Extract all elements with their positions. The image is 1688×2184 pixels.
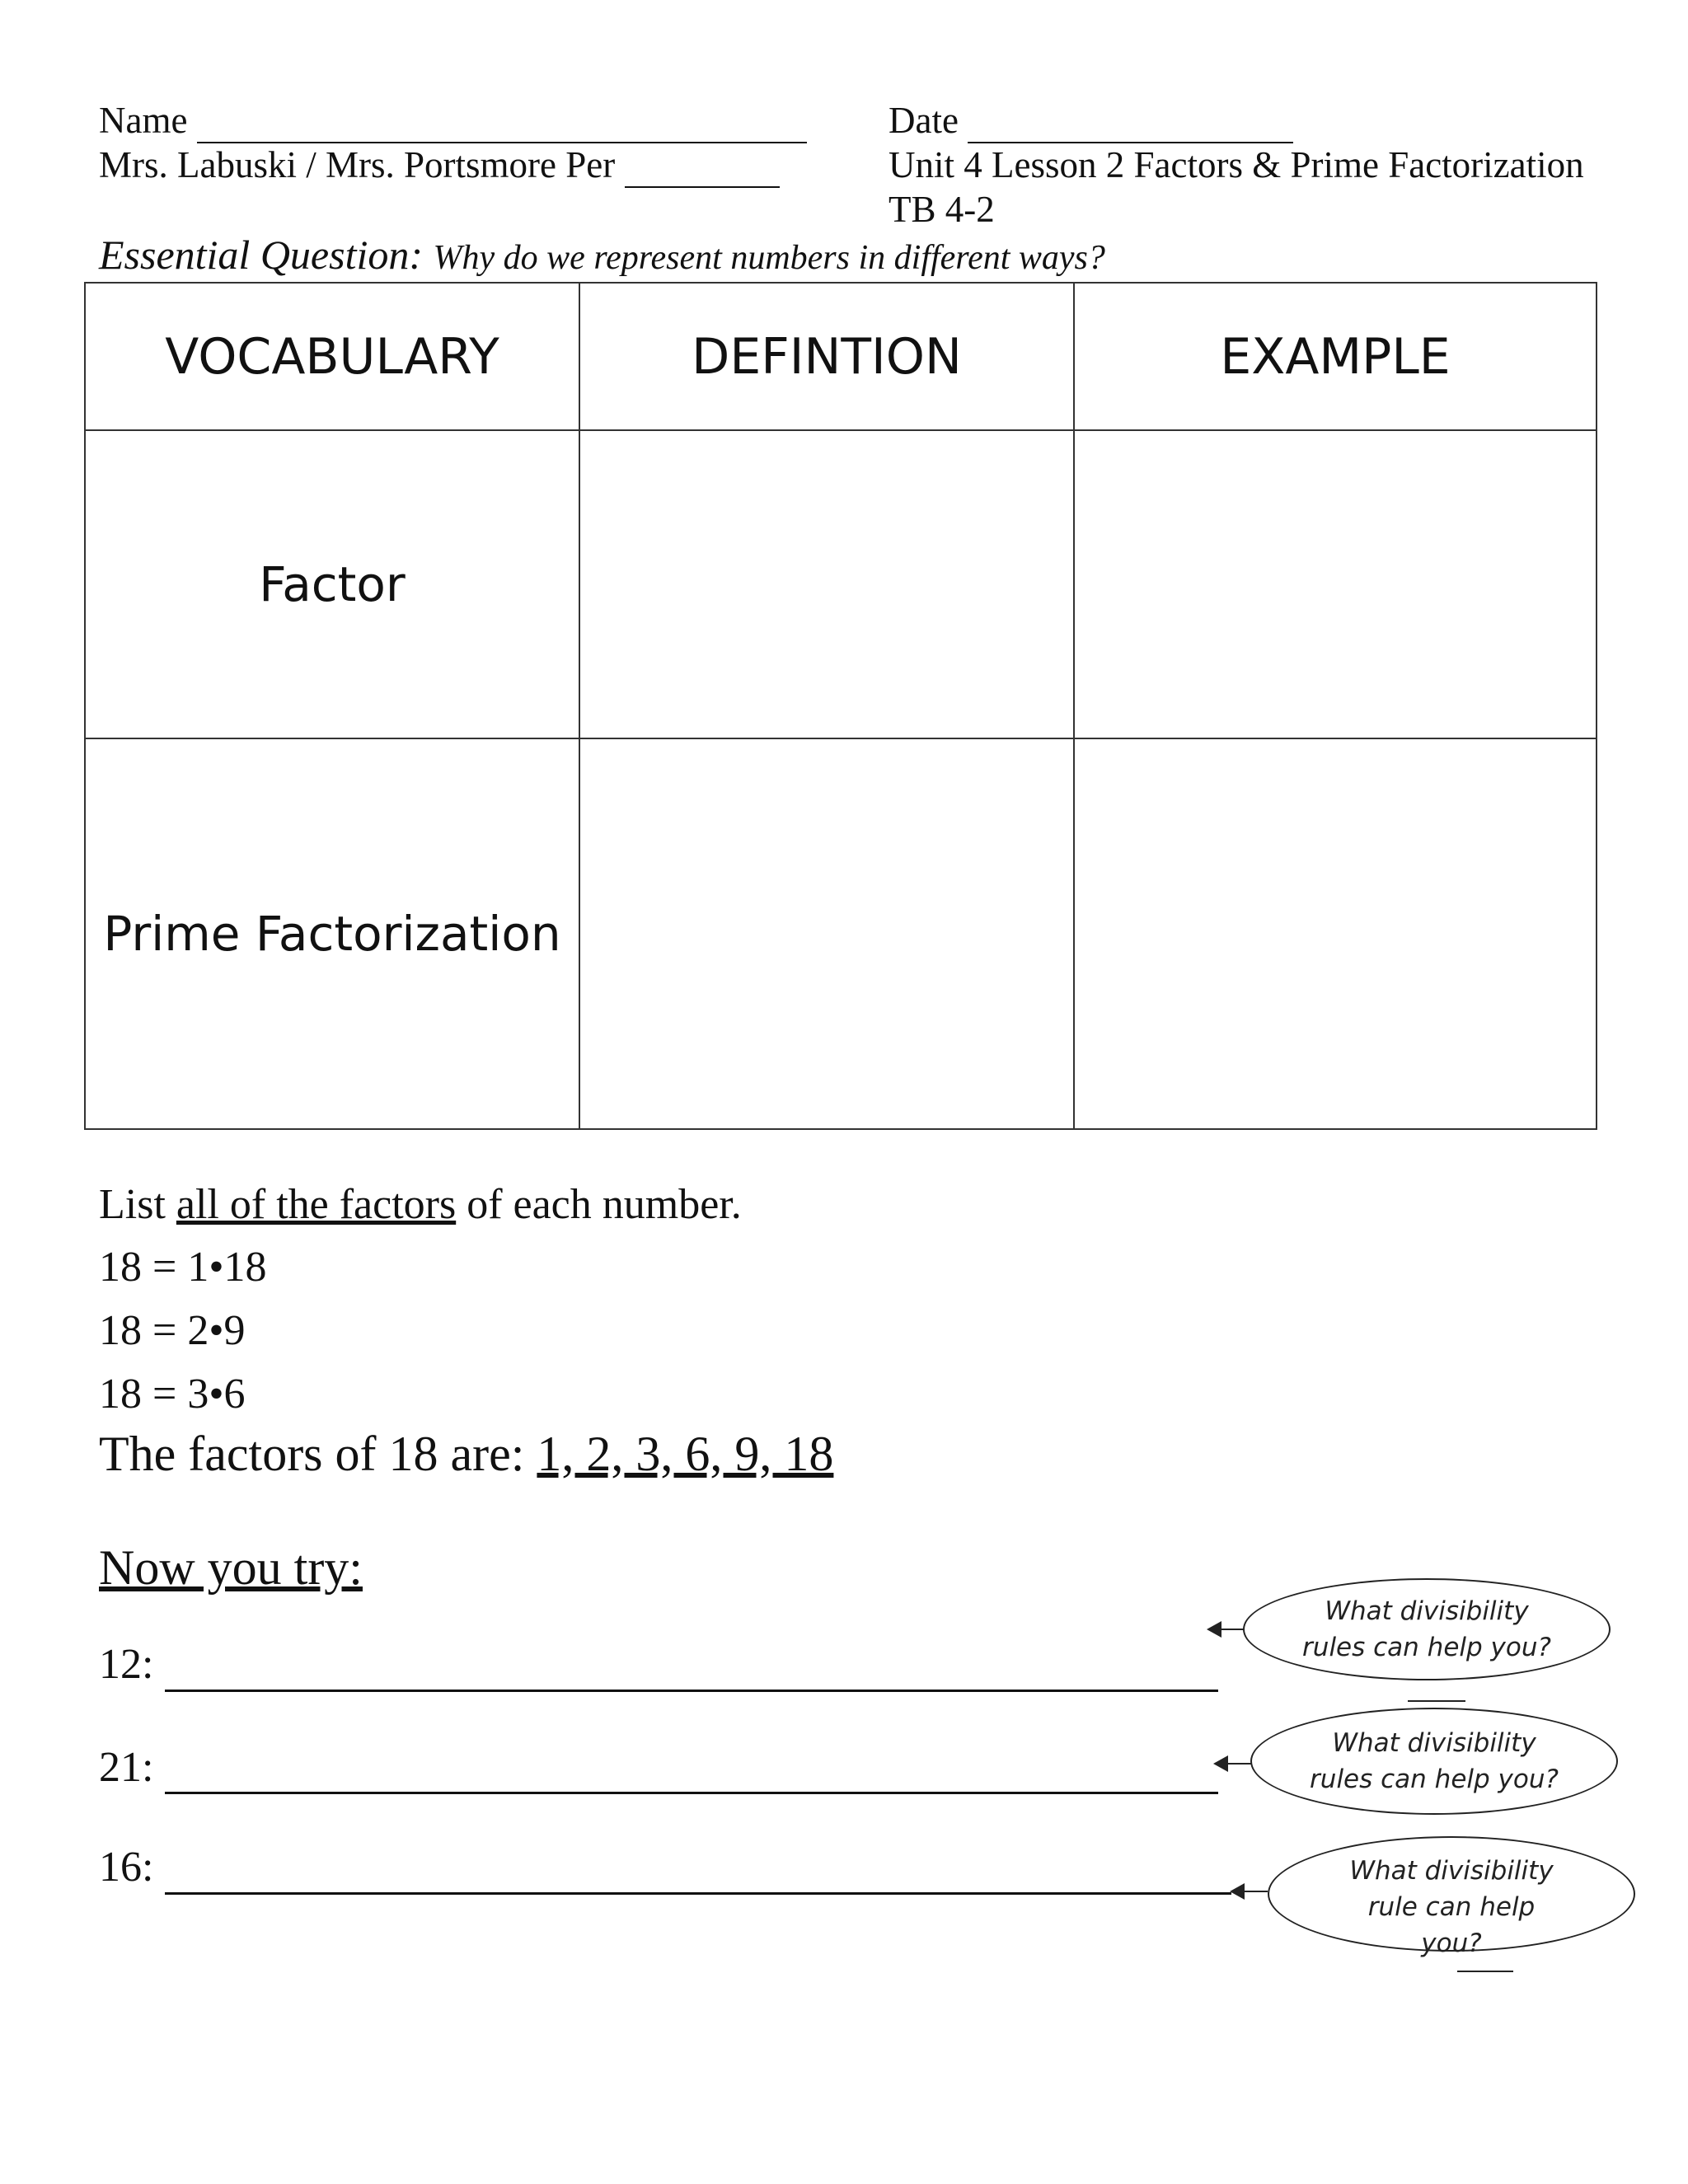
hint-bubble xyxy=(1250,1708,1618,1815)
hint-text: What divisibility xyxy=(1332,1728,1536,1758)
lesson-title: Unit 4 Lesson 2 Factors & Prime Factorization xyxy=(889,144,1584,185)
hint-text: rules can help you? xyxy=(1302,1633,1551,1662)
hint-text: What divisibility xyxy=(1325,1596,1529,1626)
practice-label-21: 21: xyxy=(99,1744,154,1791)
instruction-pre: List xyxy=(99,1181,166,1228)
name-field[interactable] xyxy=(99,99,807,143)
instruction-underlined: all of the factors xyxy=(176,1181,457,1228)
teachers-text: Mrs. Labuski / Mrs. Portsmore xyxy=(99,144,556,185)
name-blank[interactable] xyxy=(197,99,807,143)
factors-result-value: 1, 2, 3, 6, 9, 18 xyxy=(537,1427,834,1481)
essential-question-label: Essential Question: xyxy=(99,232,424,278)
factor-pair-line: 18 = 2•9 xyxy=(99,1307,246,1354)
answer-line-21[interactable] xyxy=(165,1792,1218,1794)
term-factor: Factor xyxy=(85,430,579,738)
practice-label-16: 16: xyxy=(99,1844,154,1891)
term-prime-factorization: Prime Factorization xyxy=(85,738,579,1129)
hint-blank[interactable] xyxy=(1457,1971,1513,1972)
definition-cell[interactable] xyxy=(579,430,1074,738)
date-blank[interactable] xyxy=(968,99,1293,143)
example-cell[interactable] xyxy=(1074,738,1597,1129)
factors-result xyxy=(99,1426,833,1483)
period-label: Per xyxy=(565,144,616,185)
arrow-left-icon xyxy=(1215,1763,1251,1765)
header-vocabulary: VOCABULARY xyxy=(85,283,579,430)
practice-title: Now you try: xyxy=(99,1540,363,1595)
hint-bubble xyxy=(1268,1836,1635,1958)
table-header-row xyxy=(85,283,1597,430)
table-row xyxy=(85,430,1597,738)
essential-question xyxy=(99,231,1105,279)
factor-pair-line: 18 = 1•18 xyxy=(99,1244,267,1291)
lesson-code: TB 4-2 xyxy=(889,189,995,230)
header-example: EXAMPLE xyxy=(1074,283,1597,430)
name-label: Name xyxy=(99,100,188,141)
arrow-left-icon xyxy=(1231,1891,1268,1892)
arrow-left-icon xyxy=(1208,1629,1245,1630)
table-row xyxy=(85,738,1597,1129)
instruction-post: of each number. xyxy=(467,1181,742,1228)
practice-label-12: 12: xyxy=(99,1641,154,1688)
factor-pair-line: 18 = 3•6 xyxy=(99,1371,246,1418)
hint-bubble xyxy=(1243,1578,1611,1680)
answer-line-12[interactable] xyxy=(165,1690,1218,1692)
date-field[interactable] xyxy=(889,99,1293,143)
hint-blank[interactable] xyxy=(1408,1700,1465,1702)
factors-result-label: The factors of 18 are: xyxy=(99,1427,525,1481)
hint-text: rules can help you? xyxy=(1310,1765,1559,1794)
header-definition: DEFINTION xyxy=(579,283,1074,430)
date-label: Date xyxy=(889,100,959,141)
essential-question-text: Why do we represent numbers in different ways? xyxy=(433,239,1105,277)
example-cell[interactable] xyxy=(1074,430,1597,738)
answer-line-16[interactable] xyxy=(165,1892,1231,1895)
vocabulary-table xyxy=(84,282,1597,1130)
hint-text: What divisibility xyxy=(1349,1856,1554,1886)
period-blank[interactable] xyxy=(625,143,780,188)
factors-instruction xyxy=(99,1180,742,1230)
teacher-period-line xyxy=(99,143,780,188)
hint-text: rule can help xyxy=(1367,1892,1536,1922)
hint-text: you? xyxy=(1421,1929,1482,1958)
definition-cell[interactable] xyxy=(579,738,1074,1129)
